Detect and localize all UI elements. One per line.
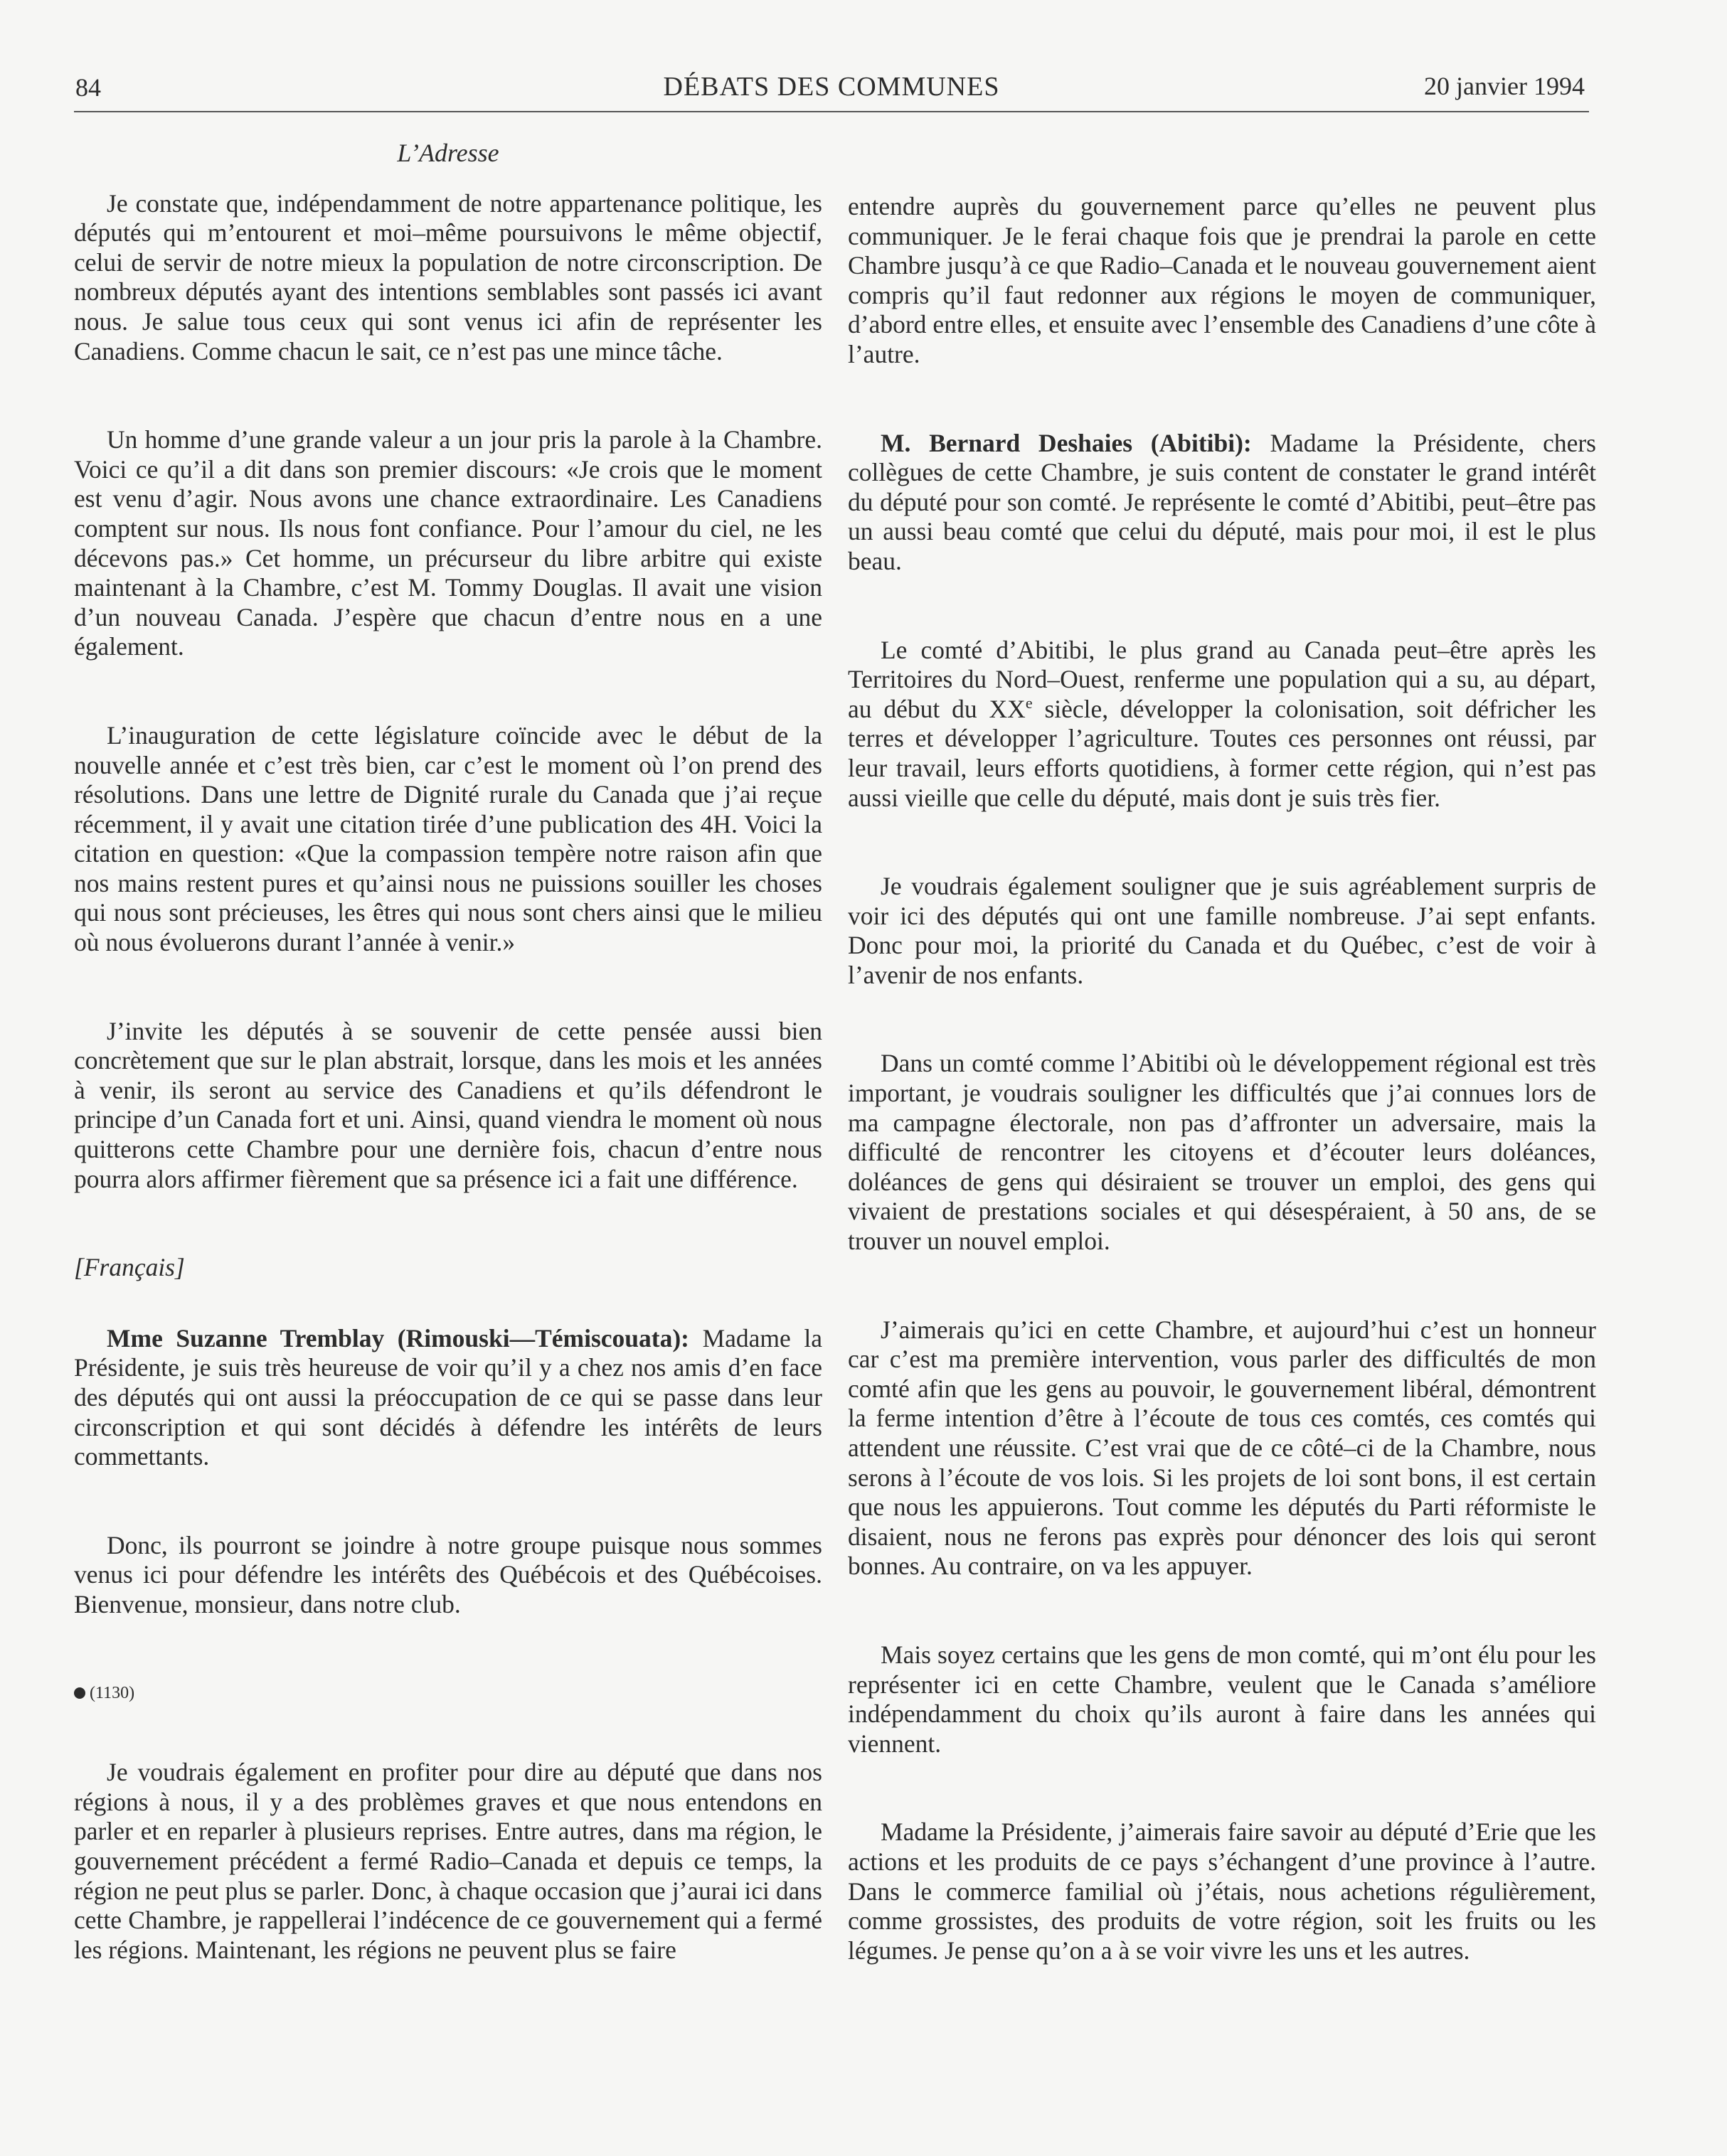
paragraph: Dans un comté comme l’Abitibi où le développement régional est très important, je voudrais souligner les difficultés que j’ai connues lors de ma campagne électorale, non pas d’affronter un adversaire, mais la difficulté de rencontrer les citoyens et d’écouter leurs doléances, doléances de gens qui désiraient se trouver un emploi, des gens qui vivaient de prestations sociales et qui désespéraient, à 50 ans, de se trouver un nouvel emploi. xyxy=(848,1049,1596,1256)
paragraph: J’aimerais qu’ici en cette Chambre, et aujourd’hui c’est un honneur car c’est ma première intervention, vous parler des difficultés de mon comté afin que les gens au pouvoir, le gouvernement libéral, démontrent la ferme intention d’être à l’écoute de tous ces comtés, ces comtés qui attendent une réussite. C’est vrai que de ce côté–ci de la Chambre, nous serons à l’écoute de vos lois. Si les projets de loi sont bons, il est certain que nous les appuierons. Tout comme les députés du Parti réformiste le disaient, nous ne ferons pas exprès pour dénoncer des lois qui seront bonnes. Au contraire, on va les appuyer. xyxy=(848,1315,1596,1581)
speech-paragraph xyxy=(74,1324,822,1472)
paragraph: Je voudrais également en profiter pour dire au député que dans nos régions à nous, il y a des problèmes graves et que nous entendons en parler et en reparler à plusieurs reprises. Entre autres, dans ma région, le gouvernement précédent a fermé Radio–Canada et depuis ce temps, la région ne peut plus se parler. Donc, à chaque occasion que j’aurai ici dans cette Chambre, je rappellerai l’indécence de ce gouvernement qui a fermé les régions. Maintenant, les régions ne peuvent plus se faire xyxy=(74,1758,822,1964)
timestamp xyxy=(74,1679,822,1709)
section-heading: L’Adresse xyxy=(397,139,499,167)
right-column xyxy=(848,192,1596,2024)
timestamp-text: (1130) xyxy=(90,1683,135,1702)
paragraph: Donc, ils pourront se joindre à notre groupe puisque nous sommes venus ici pour défendre les intérêts des Québécois et des Québécoises. Bienvenue, monsieur, dans notre club. xyxy=(74,1530,822,1618)
paragraph: Mais soyez certains que les gens de mon comté, qui m’ont élu pour les représenter ici en cette Chambre, veulent que le Canada s’améliore indépendamment du choix qu’ils auront à faire dans les années qui viennent. xyxy=(848,1640,1596,1758)
paragraph: J’invite les députés à se souvenir de cette pensée aussi bien concrètement que sur le plan abstrait, lorsque, dans les mois et les années à venir, ils seront au service des Canadiens et qu’ils défendront le principe d’un Canada fort et uni. Ainsi, quand viendra le moment où nous quitterons cette Chambre pour une dernière fois, chacun d’entre nous pourra alors affirmer fièrement que sa présence ici a fait une différence. xyxy=(74,1016,822,1193)
paragraph: Je voudrais également souligner que je suis agréablement surpris de voir ici des députés qui ont une famille nombreuse. J’ai sept enfants. Donc pour moi, la priorité du Canada et du Québec, c’est de voir à l’avenir de nos enfants. xyxy=(848,872,1596,989)
text-part: siècle, développer la colonisation, soit défricher les terres et développer l’agriculture. Toutes ces personnes ont réussi, par leur travail, leurs efforts quotidiens, à former cette région, qui n’est pas aussi vieille que celle du député, mais dont je suis très fier. xyxy=(848,694,1596,812)
paragraph xyxy=(848,636,1596,813)
running-title: DÉBATS DES COMMUNES xyxy=(663,72,1000,102)
paragraph: L’inauguration de cette législature coïncide avec le début de la nouvelle année et c’est très bien, car c’est le moment où l’on prend des résolutions. Dans une lettre de Dignité rurale du Canada que j’ai reçue récemment, il y avait une citation tirée d’une publication des 4H. Voici la citation en question: «Que la compassion tempère notre raison afin que nos mains restent pures et qu’ainsi nous ne puissions souiller les choses qui nous sont précieuses, les êtres qui nous sont chers ainsi que le milieu où nous évoluerons durant l’année à venir.» xyxy=(74,720,822,957)
superscript: e xyxy=(1025,693,1033,712)
speech-text: Madame la Présidente, je suis très heureuse de voir qu’il y a chez nos amis d’en face des députés qui ont aussi la préoccupation de ce qui se passe dans leur circonscription et qui sont décidés à défendre les intérêts de leurs commettants. xyxy=(74,1323,822,1471)
page-number: 84 xyxy=(75,73,101,102)
page-header xyxy=(74,68,1589,112)
text-part: Le comté d’Abitibi, le plus grand au Canada peut–être après les Territoires du Nord–Ouest, renferme une population qui a su, au départ, au début du XX xyxy=(848,635,1596,723)
paragraph: Je constate que, indépendamment de notre appartenance politique, les députés qui m’entourent et moi–même poursuivons le même objectif, celui de servir de notre mieux la population de notre circonscription. De nombreux députés ayant des intentions semblables sont passés ici avant nous. Je salue tous ceux qui sont venus ici afin de représenter les Canadiens. Comme chacun le sait, ce n’est pas une mince tâche. xyxy=(74,188,822,365)
speech-paragraph xyxy=(848,429,1596,577)
speaker-name: M. Bernard Deshaies (Abitibi): xyxy=(881,428,1252,457)
left-column xyxy=(74,139,822,2024)
language-note: [Français] xyxy=(74,1253,185,1282)
paragraph: Un homme d’une grande valeur a un jour pris la parole à la Chambre. Voici ce qu’il a dit dans son premier discours: «Je crois que le moment est venu d’agir. Nous avons une chance extraordinaire. Les Canadiens comptent sur nous. Ils nous font confiance. Pour l’amour du ciel, ne les décevons pas.» Cet homme, un précurseur du libre arbitre qui existe maintenant à la Chambre, c’est M. Tommy Douglas. Il avait une vision d’un nouveau Canada. J’espère que chacun d’entre nous en a une également. xyxy=(74,425,822,661)
bullet-icon xyxy=(74,1687,85,1699)
header-date: 20 janvier 1994 xyxy=(1424,72,1585,100)
speech-text: Madame la Présidente, chers collègues de cette Chambre, je suis content de constater le grand intérêt du député pour son comté. Je représente le comté d’Abitibi, peut–être pas un aussi beau comté que celui du député, mais pour moi, il est le plus beau. xyxy=(848,428,1596,575)
paragraph: Madame la Présidente, j’aimerais faire savoir au député d’Erie que les actions et les produits de ce pays s’échangent d’une province à l’autre. Dans le commerce familial où j’étais, nous achetions régulièrement, comme grossistes, des produits de votre région, soit les fruits ou les légumes. Je pense qu’on a à se voir vivre les uns et les autres. xyxy=(848,1818,1596,1965)
paragraph-continuation: entendre auprès du gouvernement parce qu’elles ne peuvent plus communiquer. Je le ferai chaque fois que je prendrai la parole en cette Chambre jusqu’à ce que Radio–Canada et le nouveau gouvernement aient compris qu’il faut redonner aux régions le moyen de communiquer, d’abord entre elles, et ensuite avec l’ensemble des Canadiens d’une côte à l’autre. xyxy=(848,192,1596,368)
speaker-name: Mme Suzanne Tremblay (Rimouski—Témiscouata): xyxy=(107,1323,689,1352)
